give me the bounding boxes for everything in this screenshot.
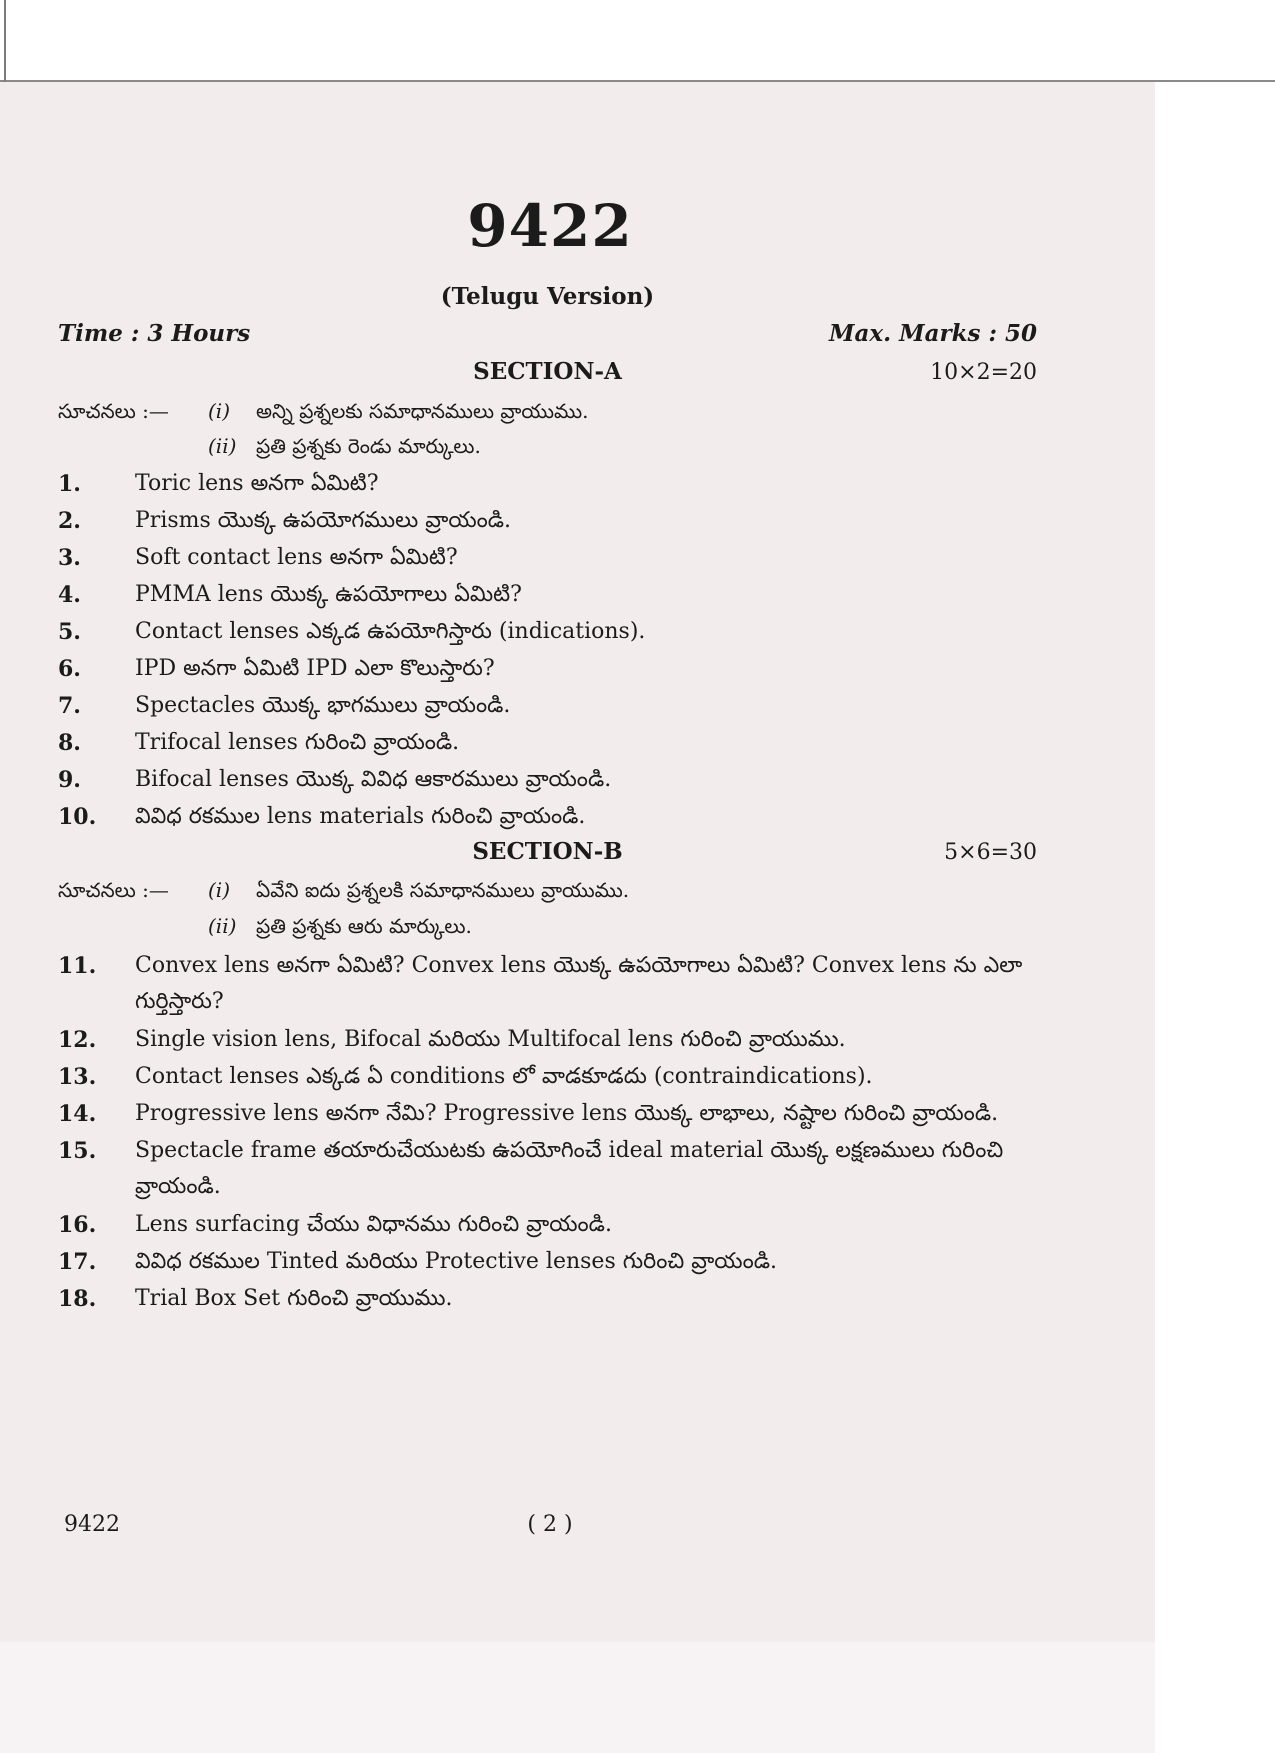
- question-number: 18.: [58, 1286, 97, 1312]
- scan-margin-top: [0, 0, 1275, 80]
- question-number: 3.: [58, 545, 81, 571]
- question-1: [58, 466, 1048, 502]
- question-text: PMMA lens యొక్క ఉపయోగాలు ఏమిటి?: [135, 582, 522, 607]
- instruction-text: ప్రతి ప్రశ్నకు రెండు మార్కులు.: [256, 434, 481, 458]
- paper-code: 9422: [467, 192, 633, 260]
- question-number: 13.: [58, 1064, 97, 1090]
- question-text: Trifocal lenses గురించి వ్రాయండి.: [135, 730, 460, 755]
- question-text: Contact lenses ఎక్కడ ఉపయోగిస్తారు (indications).: [135, 619, 646, 644]
- question-11: [58, 948, 1048, 1020]
- section-a-marks: 10×2=20: [930, 360, 1037, 385]
- question-10: [58, 799, 1048, 835]
- question-9: [58, 762, 1048, 798]
- question-number: 12.: [58, 1027, 97, 1053]
- question-number: 14.: [58, 1101, 97, 1127]
- instruction-number: (i): [208, 399, 231, 423]
- question-number: 7.: [58, 693, 81, 719]
- question-12: [58, 1022, 1048, 1058]
- question-text: Soft contact lens అనగా ఏమిటి?: [135, 545, 458, 570]
- question-text: Contact lenses ఎక్కడ ఏ conditions లో వాడకూడదు (contraindications).: [135, 1064, 873, 1089]
- max-marks-label: Max. Marks : 50: [829, 320, 1037, 347]
- question-text: Prisms యొక్క ఉపయోగములు వ్రాయండి.: [135, 508, 512, 533]
- question-number: 15.: [58, 1138, 97, 1164]
- question-text: Bifocal lenses యొక్క వివిధ ఆకారములు వ్రాయండి.: [135, 767, 612, 792]
- question-17: [58, 1244, 1048, 1280]
- section-b-title: SECTION-B: [472, 838, 623, 865]
- question-14: [58, 1096, 1048, 1132]
- question-number: 10.: [58, 804, 97, 830]
- question-text: Spectacles యొక్క భాగములు వ్రాయండి.: [135, 693, 511, 718]
- instruction-text: అన్ని ప్రశ్నలకు సమాధానములు వ్రాయుము.: [256, 399, 589, 423]
- question-4: [58, 577, 1048, 613]
- question-number: 17.: [58, 1249, 97, 1275]
- instruction-number: (ii): [208, 914, 237, 938]
- instruction-label: సూచనలు :—: [58, 399, 169, 423]
- question-2: [58, 503, 1048, 539]
- question-16: [58, 1207, 1048, 1243]
- question-text: Convex lens అనగా ఏమిటి? Convex lens యొక్క ఉపయోగాలు ఏమిటి? Convex lens ను ఎలా గుర్తిస్తారు?: [135, 953, 1023, 1014]
- scan-margin-right: [1155, 0, 1275, 1753]
- section-a-title: SECTION-A: [473, 358, 622, 385]
- question-number: 5.: [58, 619, 81, 645]
- question-number: 9.: [58, 767, 81, 793]
- instruction-number: (i): [208, 878, 231, 902]
- question-5: [58, 614, 1048, 650]
- question-number: 11.: [58, 953, 97, 979]
- question-text: Single vision lens, Bifocal మరియు Multifocal lens గురించి వ్రాయుము.: [135, 1027, 846, 1052]
- section-a-instruction-2: [208, 434, 481, 463]
- question-number: 1.: [58, 471, 81, 497]
- question-number: 2.: [58, 508, 81, 534]
- question-text: Lens surfacing చేయు విధానము గురించి వ్రాయండి.: [135, 1212, 612, 1237]
- question-text: Toric lens అనగా ఏమిటి?: [135, 471, 379, 496]
- page-number: ( 2 ): [527, 1512, 573, 1537]
- question-text: వివిధ రకముల Tinted మరియు Protective lenses గురించి వ్రాయండి.: [135, 1249, 777, 1274]
- version-label: (Telugu Version): [440, 283, 655, 310]
- scan-edge-line: [0, 80, 1275, 82]
- footer-paper-code: 9422: [64, 1512, 120, 1537]
- scan-edge-line-left: [4, 0, 6, 82]
- question-6: [58, 651, 1048, 687]
- instruction-text: ఏవేని ఐదు ప్రశ్నలకి సమాధానములు వ్రాయుము.: [256, 878, 630, 902]
- question-18: [58, 1281, 1048, 1317]
- question-text: Spectacle frame తయారుచేయుటకు ఉపయోగించే ideal material యొక్క లక్షణములు గురించి వ్రాయండి.: [135, 1138, 1004, 1199]
- section-b-instruction-1: [58, 878, 629, 907]
- section-b-marks: 5×6=30: [944, 840, 1037, 865]
- section-a-instruction-1: [58, 399, 588, 428]
- question-text: IPD అనగా ఏమిటి IPD ఎలా కొలుస్తారు?: [135, 656, 495, 681]
- time-label: Time : 3 Hours: [58, 320, 251, 347]
- question-text: వివిధ రకముల lens materials గురించి వ్రాయండి.: [135, 804, 586, 829]
- question-3: [58, 540, 1048, 576]
- question-number: 6.: [58, 656, 81, 682]
- instruction-number: (ii): [208, 434, 237, 458]
- question-number: 4.: [58, 582, 81, 608]
- question-text: Progressive lens అనగా నేమి? Progressive lens యొక్క లాభాలు, నష్టాల గురించి వ్రాయండి.: [135, 1101, 999, 1126]
- question-13: [58, 1059, 1048, 1095]
- question-number: 16.: [58, 1212, 97, 1238]
- instruction-text: ప్రతి ప్రశ్నకు ఆరు మార్కులు.: [256, 914, 472, 938]
- section-b-instruction-2: [208, 914, 472, 943]
- question-number: 8.: [58, 730, 81, 756]
- question-text: Trial Box Set గురించి వ్రాయుము.: [135, 1286, 453, 1311]
- question-15: [58, 1133, 1048, 1205]
- question-8: [58, 725, 1048, 761]
- question-7: [58, 688, 1048, 724]
- instruction-label: సూచనలు :—: [58, 878, 169, 902]
